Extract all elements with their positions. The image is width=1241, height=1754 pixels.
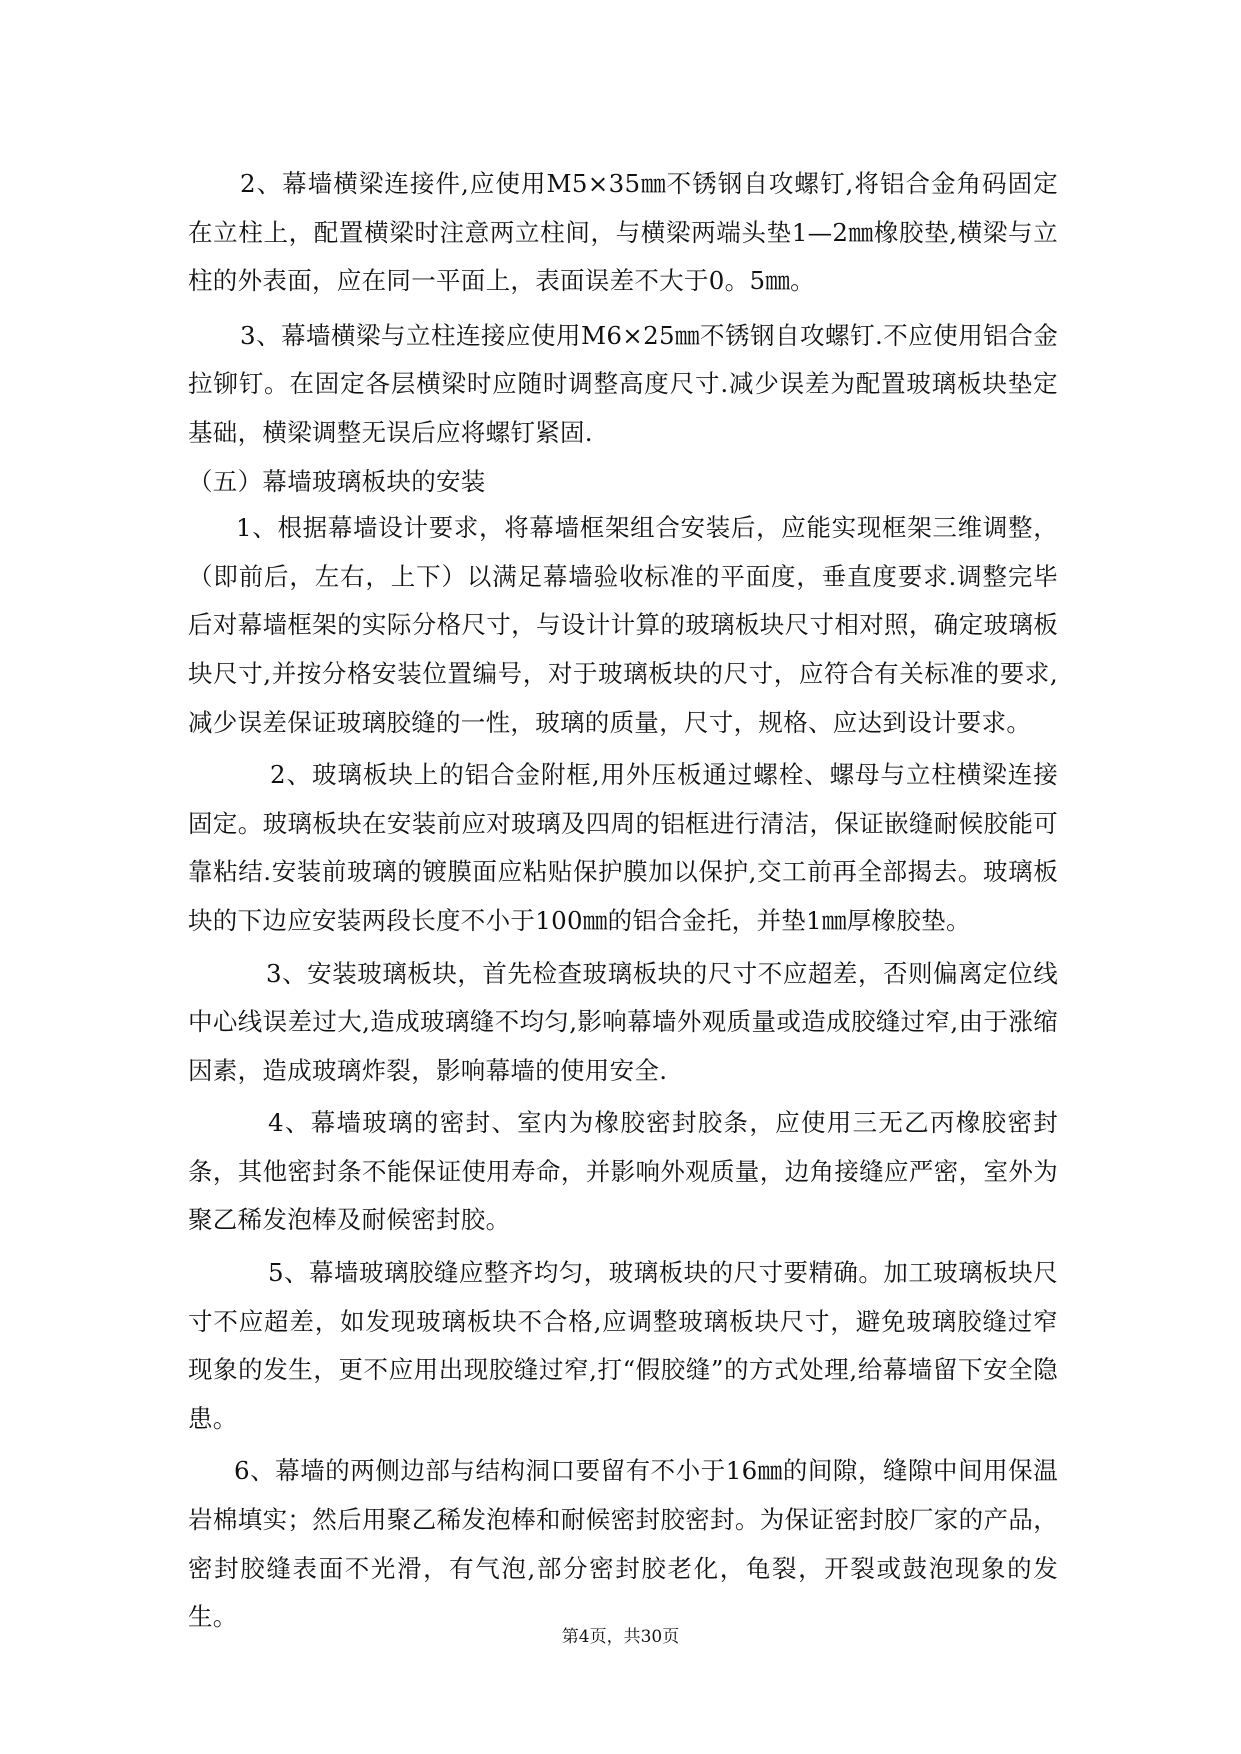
paragraph-3: 1、根据幕墙设计要求，将幕墙框架组合安装后，应能实现框架三维调整，（即前后，左右，上下）以满足幕墙验收标准的平面度，垂直度要求.调整完毕后对幕墙框架的实际分格尺寸，与设计计算的玻璃板块尺寸相对照，确定玻璃板块尺寸,并按分格安装位置编号，对于玻璃板块的尺寸，应符合有关标准的要求,减少误差保证玻璃胶缝的一性，玻璃的质量，尺寸，规格、应达到设计要求。	[188, 513, 1058, 737]
paragraph-1: 2、幕墙横梁连接件,应使用M5×35㎜不锈钢自攻螺钉,将铝合金角码固定在立柱上，配置横梁时注意两立柱间，与横梁两端头垫1—2㎜橡胶垫,横梁与立柱的外表面，应在同一平面上，表面误差不大于0。5㎜。	[188, 169, 1058, 296]
paragraph-4: 2、玻璃板块上的铝合金附框,用外压板通过螺栓、螺母与立柱横梁连接固定。玻璃板块在安装前应对玻璃及四周的铝框进行清洁，保证嵌缝耐候胶能可靠粘结.安装前玻璃的镀膜面应粘贴保护膜加以保护,交工前再全部揭去。玻璃板块的下边应安装两段长度不小于100㎜的铝合金托，并垫1㎜厚橡胶垫。	[188, 760, 1058, 935]
paragraph-5: 3、安装玻璃板块，首先检查玻璃板块的尺寸不应超差，否则偏离定位线中心线误差过大,造成玻璃缝不均匀,影响幕墙外观质量或造成胶缝过窄,由于涨缩因素，造成玻璃炸裂，影响幕墙的使用安全.	[188, 958, 1058, 1085]
paragraph-2: 3、幕墙横梁与立柱连接应使用M6×25㎜不锈钢自攻螺钉.不应使用铝合金拉铆钉。在固定各层横梁时应随时调整高度尺寸.减少误差为配置玻璃板块垫定基础，横梁调整无误后应将螺钉紧固.	[188, 320, 1058, 447]
paragraph-8: 6、幕墙的两侧边部与结构洞口要留有不小于16㎜的间隙，缝隙中间用保温岩棉填实；然后用聚乙稀发泡棒和耐候密封胶密封。为保证密封胶厂家的产品，密封胶缝表面不光滑，有气泡,部分密封胶老化，龟裂，开裂或鼓泡现象的发生。	[188, 1456, 1058, 1632]
paragraph-6: 4、幕墙玻璃的密封、室内为橡胶密封胶条，应使用三无乙丙橡胶密封条，其他密封条不能保证使用寿命，并影响外观质量，边角接缝应严密，室外为聚乙稀发泡棒及耐候密封胶。	[188, 1108, 1058, 1235]
page-footer: 第4页，共30页	[561, 1627, 680, 1647]
section-heading: （五）幕墙玻璃板块的安装	[188, 466, 486, 496]
paragraph-7: 5、幕墙玻璃胶缝应整齐均匀，玻璃板块的尺寸要精确。加工玻璃板块尺寸不应超差，如发现玻璃板块不合格,应调整玻璃板块尺寸，避免玻璃胶缝过窄现象的发生，更不应用出现胶缝过窄,打“假胶缝”的方式处理,给幕墙留下安全隐患。	[188, 1258, 1058, 1433]
document-body	[188, 160, 1058, 1642]
